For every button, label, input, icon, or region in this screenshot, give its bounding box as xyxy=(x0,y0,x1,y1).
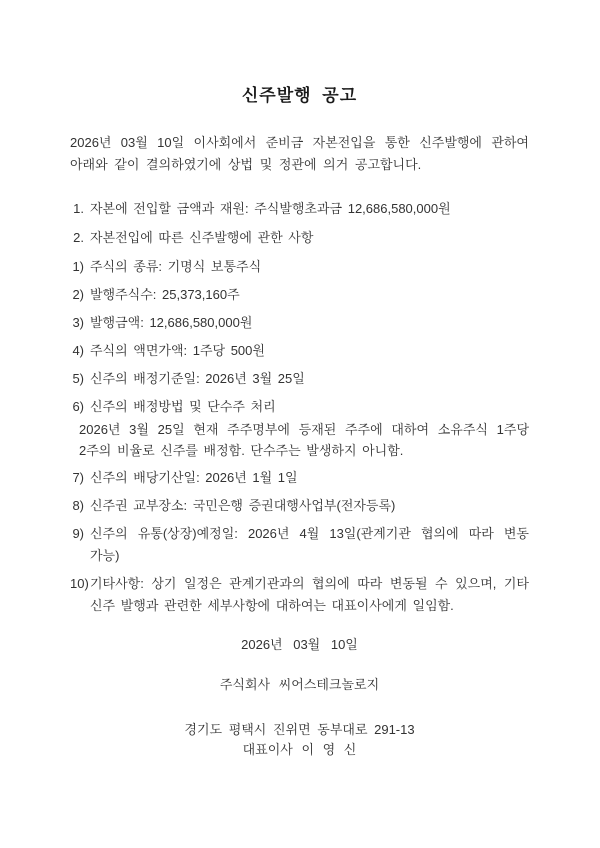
footer-date: 2026년 03월 10일 xyxy=(241,637,358,652)
detail-item-2 xyxy=(70,284,529,306)
main-item-text: 자본전입에 따른 신주발행에 관한 사항 xyxy=(90,230,314,245)
detail-item-number: 1) xyxy=(72,259,84,274)
detail-item-number: 10) xyxy=(70,576,89,591)
detail-item-10 xyxy=(70,573,529,617)
detail-item-number: 3) xyxy=(72,315,84,330)
detail-item-text: 발행주식수: 25,373,160주 xyxy=(90,287,240,302)
detail-item-1 xyxy=(70,256,529,278)
detail-item-text: 주식의 종류: 기명식 보통주식 xyxy=(90,259,262,274)
footer-company-name: 주식회사 씨어스테크놀로지 xyxy=(219,677,380,692)
detail-item-number: 9) xyxy=(72,526,84,541)
detail-item-text: 신주의 배당기산일: 2026년 1월 1일 xyxy=(90,470,298,485)
allocation-note: 2026년 3월 25일 현재 주주명부에 등재된 주주에 대하여 소유주식 1주당 2주의 비율로 신주를 배정함. 단수주는 발생하지 아니함. xyxy=(79,422,529,458)
detail-item-3 xyxy=(70,312,529,334)
detail-item-9 xyxy=(70,523,529,567)
intro-paragraph: 2026년 03월 10일 이사회에서 준비금 자본전입을 통한 신주발행에 관하여 아래와 같이 결의하였기에 상법 및 정관에 의거 공고합니다. xyxy=(70,135,529,172)
detail-item-4 xyxy=(70,340,529,362)
detail-item-6 xyxy=(70,396,529,418)
detail-item-text: 신주의 배정기준일: 2026년 3월 25일 xyxy=(90,371,305,386)
detail-item-text: 주식의 액면가액: 1주당 500원 xyxy=(90,343,265,358)
document-footer xyxy=(70,635,529,760)
detail-item-number: 4) xyxy=(72,343,84,358)
main-item-1 xyxy=(70,198,529,220)
detail-item-number: 8) xyxy=(72,498,84,513)
detail-item-text: 기타사항: 상기 일정은 관계기관과의 협의에 따라 변동될 수 있으며, 기타 신주 발행과 관련한 세부사항에 대하여는 대표이사에게 일임함. xyxy=(90,576,529,613)
main-item-text: 자본에 전입할 금액과 재원: 주식발행초과금 12,686,580,000원 xyxy=(90,201,451,216)
detail-item-text: 신주의 배정방법 및 단수주 처리 xyxy=(90,399,276,414)
document-title: 신주발행 공고 xyxy=(241,86,358,105)
detail-item-7 xyxy=(70,467,529,489)
detail-item-text: 발행금액: 12,686,580,000원 xyxy=(90,315,253,330)
detail-item-number: 5) xyxy=(72,371,84,386)
detail-item-text: 신주권 교부장소: 국민은행 증권대행사업부(전자등록) xyxy=(90,498,396,513)
footer-company-address: 경기도 평택시 진위면 동부대로 291-13 xyxy=(184,722,415,737)
detail-item-5 xyxy=(70,368,529,390)
detail-item-8 xyxy=(70,495,529,517)
main-item-number: 2. xyxy=(73,230,84,245)
detail-item-number: 2) xyxy=(72,287,84,302)
detail-item-number: 6) xyxy=(72,399,84,414)
detail-item-number: 7) xyxy=(72,470,84,485)
main-item-2 xyxy=(70,227,529,249)
detail-item-text: 신주의 유통(상장)예정일: 2026년 4월 13일(관계기관 협의에 따라 변동 가능) xyxy=(90,526,529,563)
footer-ceo-name: 대표이사 이 영 신 xyxy=(242,742,357,757)
detail-list xyxy=(70,256,529,617)
main-item-number: 1. xyxy=(73,201,84,216)
